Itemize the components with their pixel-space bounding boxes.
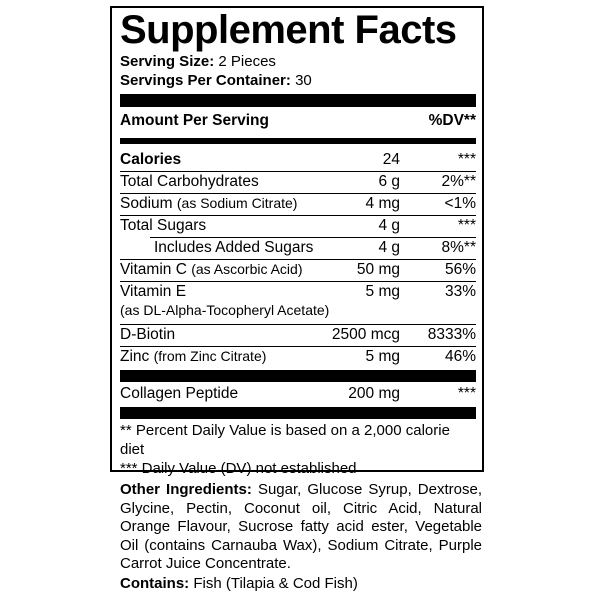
row-divider <box>120 171 476 172</box>
nutrient-name: Collagen Peptide <box>120 385 239 402</box>
nutrient-name: D-Biotin <box>120 326 176 343</box>
row-divider <box>150 237 476 238</box>
row-divider <box>120 346 476 347</box>
footnote-percent-dv: ** Percent Daily Value is based on a 2,000 calorie diet <box>120 422 450 458</box>
contains-text: Fish (Tilapia & Cod Fish) <box>193 575 358 592</box>
nutrient-amount: 4 g <box>378 239 400 256</box>
other-ingredients-label: Other Ingredients: <box>120 481 252 498</box>
nutrient-amount: 4 g <box>378 217 400 234</box>
nutrient-source: (as Ascorbic Acid) <box>191 261 303 277</box>
allergen-contains <box>120 575 358 592</box>
nutrient-name-group <box>120 195 297 213</box>
serving-size-value: 2 Pieces <box>218 53 276 70</box>
row-divider <box>120 259 476 260</box>
nutrient-dv: 2%** <box>441 173 476 190</box>
nutrient-name: Sodium <box>120 195 173 212</box>
serving-size-line <box>120 53 276 70</box>
servings-per-container-label: Servings Per Container: <box>120 72 291 89</box>
nutrient-dv: 33% <box>444 283 476 300</box>
other-ingredients-text: Sugar, Glucose Syrup, Dextrose, Glycine, Pectin, Coconut oil, Citric Acid, Natural Orange Flavour, Sucrose fatty acid ester, Vegetable Oil (contains Carnauba Wax), Sodium Citrate, Purple Carrot Juice Concentrate. <box>120 481 482 572</box>
nutrient-source: (from Zinc Citrate) <box>153 348 267 364</box>
nutrient-amount: 6 g <box>378 173 400 190</box>
nutrient-amount: 200 mg <box>348 385 400 402</box>
nutrient-amount: 4 mg <box>365 195 400 212</box>
nutrient-dv: *** <box>457 385 476 402</box>
panel-title: Supplement Facts <box>120 8 457 52</box>
nutrient-name-group <box>120 348 266 366</box>
footnote-dv-not-established: *** Daily Value (DV) not established <box>120 460 357 477</box>
nutrient-dv: 8%** <box>441 239 476 256</box>
thick-divider <box>120 370 476 382</box>
supplement-facts-panel <box>110 6 484 477</box>
nutrient-dv: *** <box>457 151 476 168</box>
nutrient-dv: 8333% <box>427 326 476 343</box>
nutrient-name: Zinc <box>120 348 150 365</box>
thick-divider <box>120 407 476 419</box>
nutrient-source: (as DL-Alpha-Tocopheryl Acetate) <box>120 302 330 318</box>
servings-per-container-value: 30 <box>295 72 312 89</box>
nutrient-source: (as Sodium Citrate) <box>176 195 298 211</box>
nutrient-name: Total Sugars <box>120 217 207 234</box>
nutrient-amount: 50 mg <box>356 261 400 278</box>
nutrient-dv: 46% <box>444 348 476 365</box>
contains-label: Contains: <box>120 575 190 592</box>
nutrient-name: Vitamin E <box>120 283 187 300</box>
thick-divider <box>120 94 476 107</box>
header-amount: Amount Per Serving <box>120 112 269 129</box>
row-divider <box>120 193 476 194</box>
nutrient-amount: 5 mg <box>365 283 400 300</box>
servings-per-container-line <box>120 72 312 89</box>
medium-divider <box>120 138 476 144</box>
header-dv: %DV** <box>428 112 476 129</box>
nutrient-name: Calories <box>120 151 182 168</box>
nutrient-dv: *** <box>457 217 476 234</box>
nutrient-name: Vitamin C <box>120 261 187 278</box>
row-divider <box>120 215 476 216</box>
nutrient-dv: <1% <box>444 195 476 212</box>
other-ingredients <box>120 481 482 574</box>
nutrient-amount: 24 <box>382 151 400 168</box>
nutrient-amount: 5 mg <box>365 348 400 365</box>
nutrient-dv: 56% <box>444 261 476 278</box>
serving-size-label: Serving Size: <box>120 53 215 70</box>
row-divider <box>120 281 476 282</box>
row-divider <box>120 324 476 325</box>
nutrient-name-group <box>120 261 302 279</box>
nutrient-name: Includes Added Sugars <box>154 239 314 256</box>
nutrient-name: Total Carbohydrates <box>120 173 259 190</box>
nutrient-amount: 2500 mcg <box>331 326 400 343</box>
